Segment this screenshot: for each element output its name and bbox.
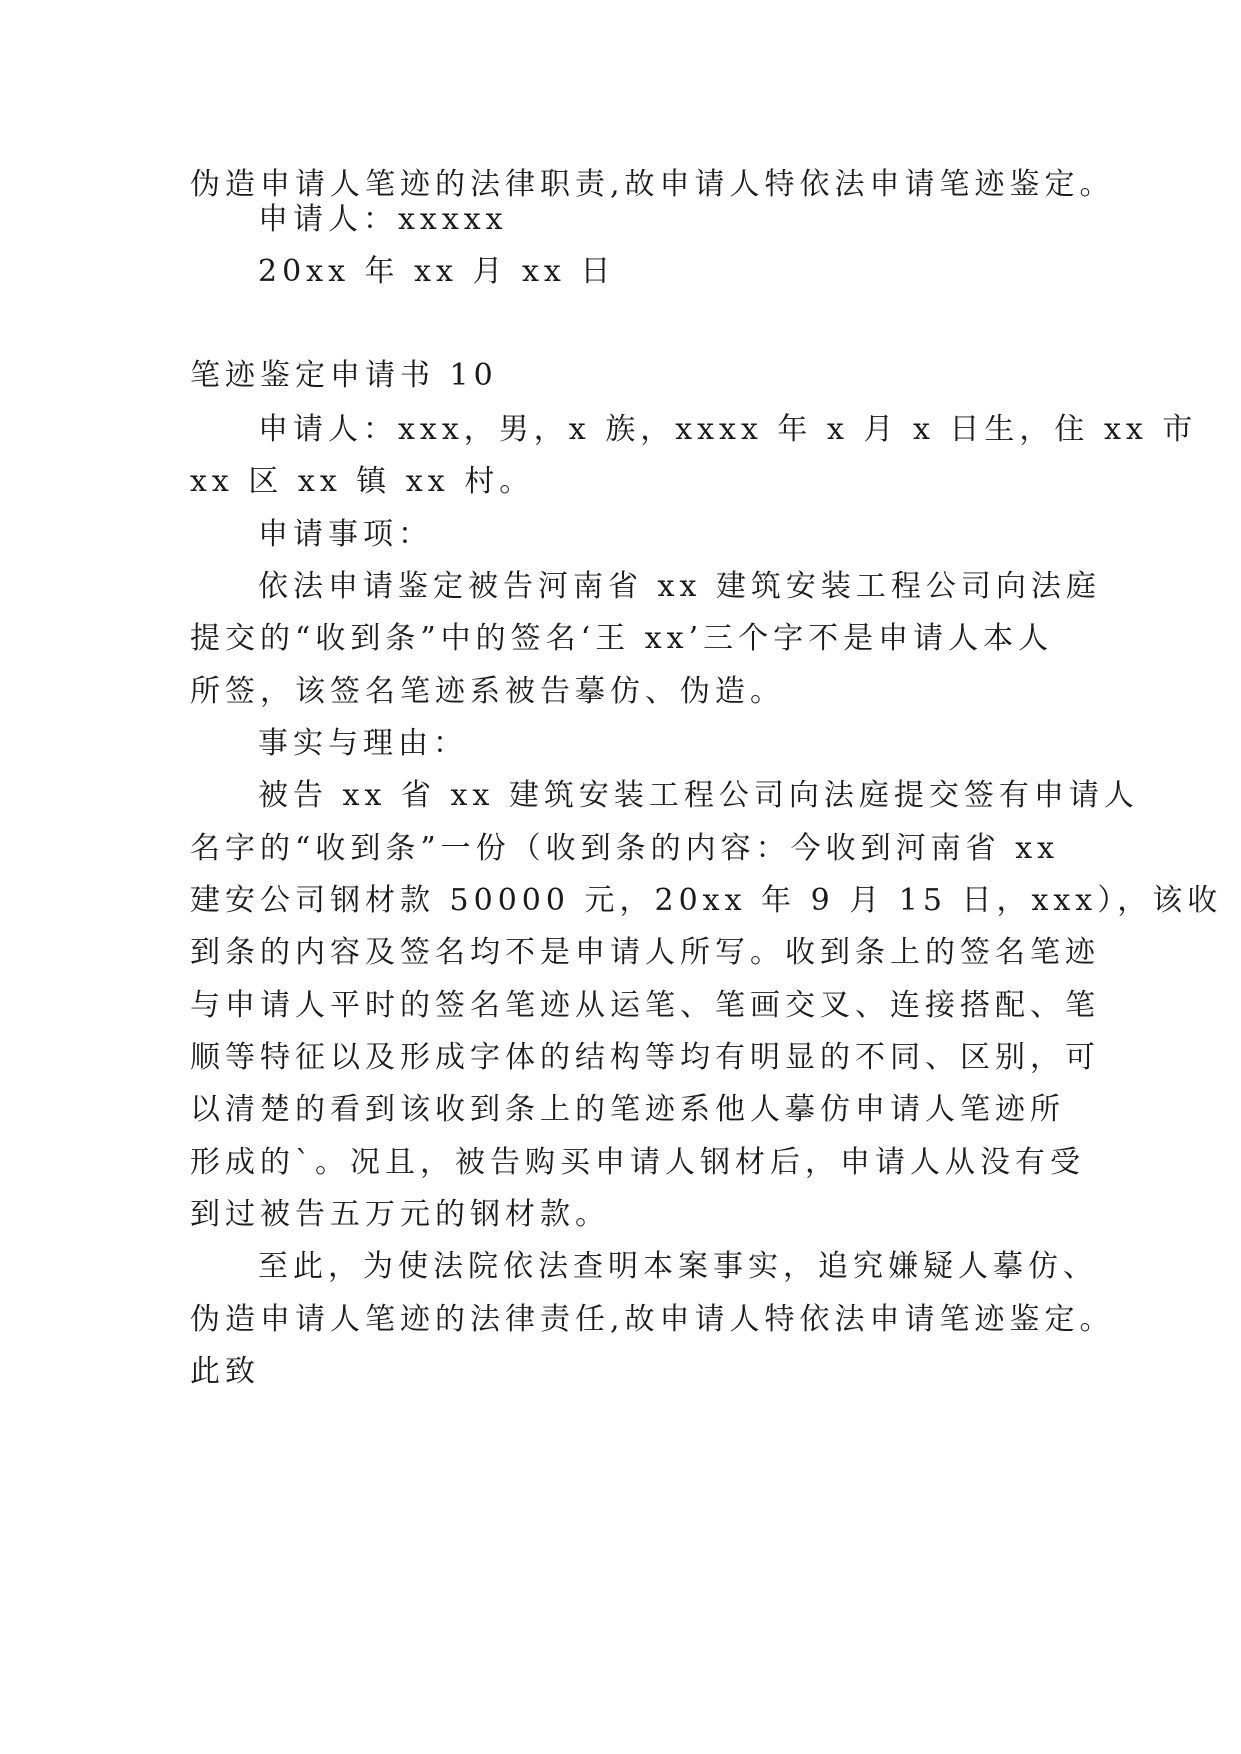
paragraph-line: 顺等特征以及形成字体的结构等均有明显的不同、区别，可	[190, 1040, 1100, 1075]
subheading: 申请事项：	[258, 517, 433, 552]
section-title: 笔迹鉴定申请书 10	[190, 358, 498, 393]
paragraph-line: 所签，该签名笔迹系被告摹仿、伪造。	[190, 674, 785, 709]
paragraph-line: 到条的内容及签名均不是申请人所写。收到条上的签名笔迹	[190, 935, 1100, 970]
paragraph-line: 以清楚的看到该收到条上的笔迹系他人摹仿申请人笔迹所	[190, 1092, 1065, 1127]
closing-line: 此致	[190, 1354, 260, 1389]
paragraph-line: 到过被告五万元的钢材款。	[190, 1197, 610, 1232]
paragraph-line: 与申请人平时的签名笔迹从运笔、笔画交叉、连接搭配、笔	[190, 988, 1100, 1023]
paragraph-line: 伪造申请人笔迹的法律职责,故申请人特依法申请笔迹鉴定。	[190, 167, 1115, 202]
paragraph-line: 伪造申请人笔迹的法律责任,故申请人特依法申请笔迹鉴定。	[190, 1302, 1115, 1337]
date-line: 20xx 年 xx 月 xx 日	[258, 254, 616, 289]
paragraph-line: 提交的“收到条”中的签名‘王 xx’三个字不是申请人本人	[190, 621, 1054, 656]
paragraph-line: 建安公司钢材款 50000 元，20xx 年 9 月 15 日，xxx），该收	[190, 883, 1223, 918]
paragraph-line: 至此，为使法院依法查明本案事实，追究嫌疑人摹仿、	[258, 1249, 1098, 1284]
subheading: 事实与理由：	[258, 726, 468, 761]
applicant-signature-line: 申请人：xxxxx	[258, 202, 508, 237]
paragraph-line: 申请人：xxx，男，x 族，xxxx 年 x 月 x 日生，住 xx 市	[258, 412, 1198, 447]
paragraph-line: xx 区 xx 镇 xx 村。	[190, 464, 535, 499]
paragraph-line: 名字的“收到条”一份（收到条的内容：今收到河南省 xx	[190, 831, 1060, 866]
paragraph-line: 形成的`。况且，被告购买申请人钢材后，申请人从没有受	[190, 1145, 1085, 1180]
paragraph-line: 被告 xx 省 xx 建筑安装工程公司向法庭提交签有申请人	[258, 778, 1139, 813]
paragraph-line: 依法申请鉴定被告河南省 xx 建筑安装工程公司向法庭	[258, 569, 1101, 604]
